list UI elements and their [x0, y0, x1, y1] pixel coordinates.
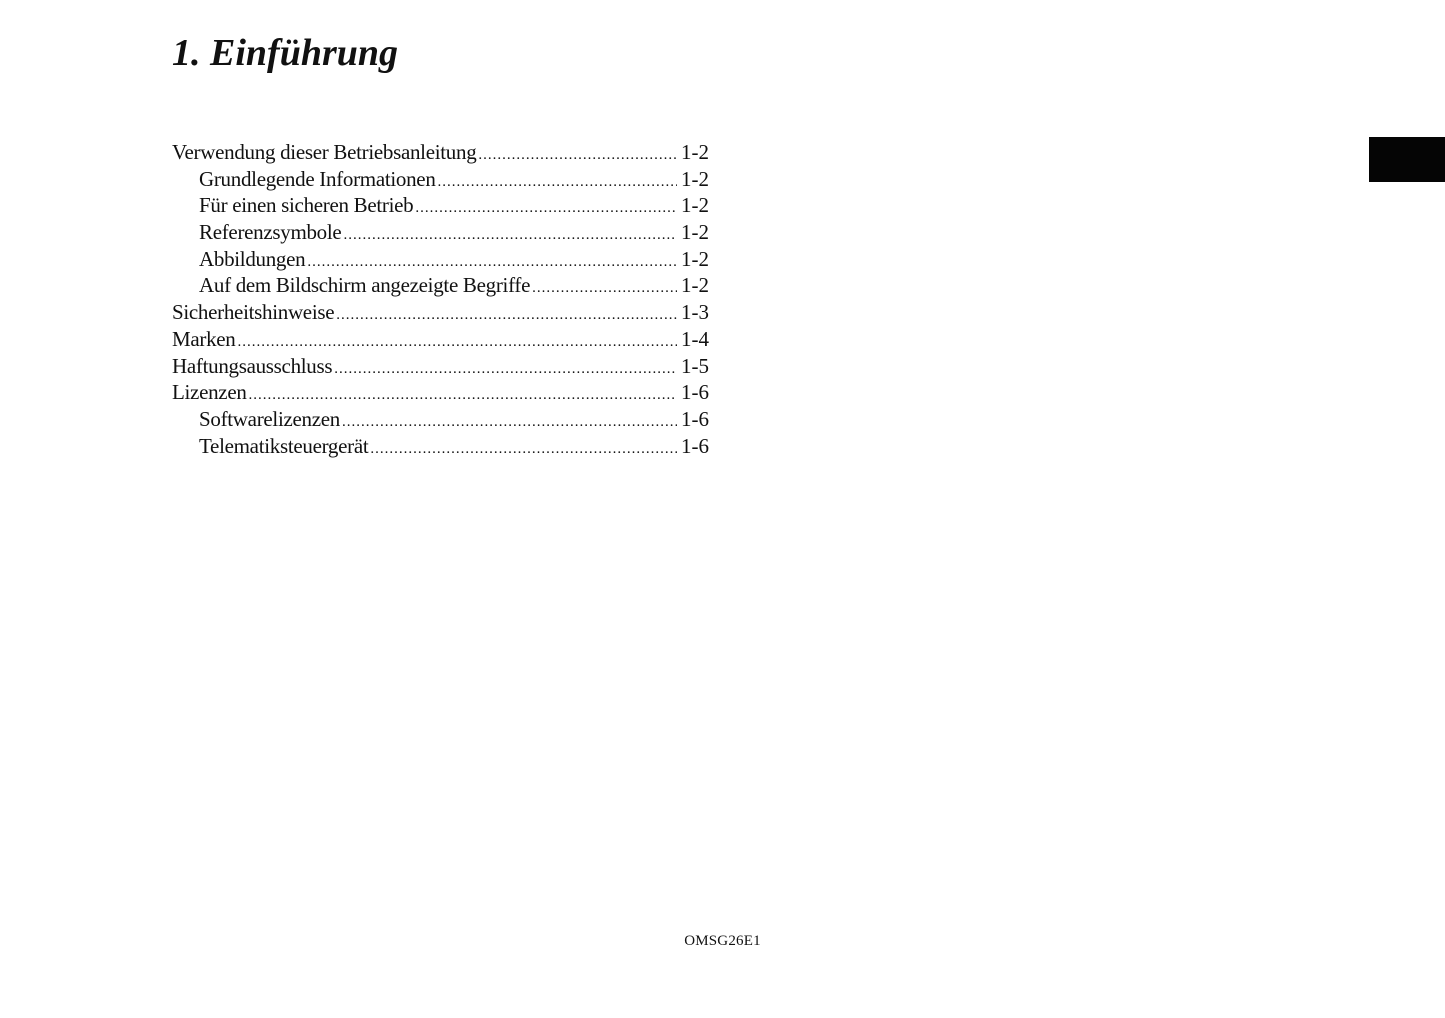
toc-entry-label: Abbildungen	[199, 246, 306, 271]
dot-leader	[336, 302, 677, 326]
document-code: OMSG26E1	[684, 933, 761, 949]
toc-entry-label: Marken	[172, 326, 236, 351]
dot-leader	[238, 329, 677, 353]
toc-entry-auf-dem-bildschirm-angezeigte-begriffe[interactable]	[172, 272, 709, 299]
toc-page-number: 1-5	[681, 353, 709, 378]
toc-entry-grundlegende-informationen[interactable]	[172, 166, 709, 193]
toc-page-number: 1-2	[681, 220, 709, 245]
toc-entry-fuer-einen-sicheren-betrieb[interactable]	[172, 192, 709, 219]
toc-entry-abbildungen[interactable]	[172, 246, 709, 273]
dot-leader	[532, 275, 677, 299]
toc-page-number: 1-2	[681, 246, 709, 271]
toc-entry-label: Telematiksteuergerät	[199, 433, 369, 458]
toc-entry-verwendung-dieser-betriebsanleitung[interactable]	[172, 139, 709, 166]
toc-entry-softwarelizenzen[interactable]	[172, 406, 709, 433]
toc-entry-label: Haftungsausschluss	[172, 353, 333, 378]
toc-entry-label: Auf dem Bildschirm angezeigte Begriffe	[199, 273, 531, 298]
toc-entry-label: Für einen sicheren Betrieb	[199, 193, 414, 218]
toc-entry-lizenzen[interactable]	[172, 379, 709, 406]
dot-leader	[415, 195, 677, 219]
toc-page-number: 1-4	[681, 326, 709, 351]
toc-page-number: 1-2	[681, 273, 709, 298]
toc-page-number: 1-2	[681, 166, 709, 191]
toc-entry-label: Sicherheitshinweise	[172, 300, 335, 325]
toc-page-number: 1-6	[681, 380, 709, 405]
toc-entry-label: Grundlegende Informationen	[199, 166, 436, 191]
table-of-contents	[172, 139, 709, 459]
dot-leader	[370, 436, 677, 460]
toc-entry-label: Softwarelizenzen	[199, 406, 340, 431]
chapter-title: 1. Einführung	[172, 32, 399, 74]
toc-page-number: 1-6	[681, 433, 709, 458]
toc-entry-label: Verwendung dieser Betriebsanleitung	[172, 140, 477, 164]
toc-page-number: 1-2	[681, 193, 709, 218]
toc-page-number: 1-3	[681, 300, 709, 325]
dot-leader	[342, 409, 677, 433]
dot-leader	[249, 382, 677, 406]
dot-leader	[307, 249, 677, 273]
toc-entry-referenzsymbole[interactable]	[172, 219, 709, 246]
toc-entry-haftungsausschluss[interactable]	[172, 353, 709, 380]
toc-entry-label: Lizenzen	[172, 380, 247, 405]
dot-leader	[478, 142, 677, 166]
toc-page-number: 1-2	[681, 140, 709, 164]
toc-page-number: 1-6	[681, 406, 709, 431]
chapter-thumb-tab	[1369, 137, 1445, 182]
toc-entry-label: Referenzsymbole	[199, 220, 342, 245]
toc-entry-marken[interactable]	[172, 326, 709, 353]
dot-leader	[334, 356, 677, 380]
toc-entry-telematiksteuergeraet[interactable]	[172, 433, 709, 460]
dot-leader	[343, 222, 677, 246]
toc-entry-sicherheitshinweise[interactable]	[172, 299, 709, 326]
dot-leader	[438, 169, 677, 193]
